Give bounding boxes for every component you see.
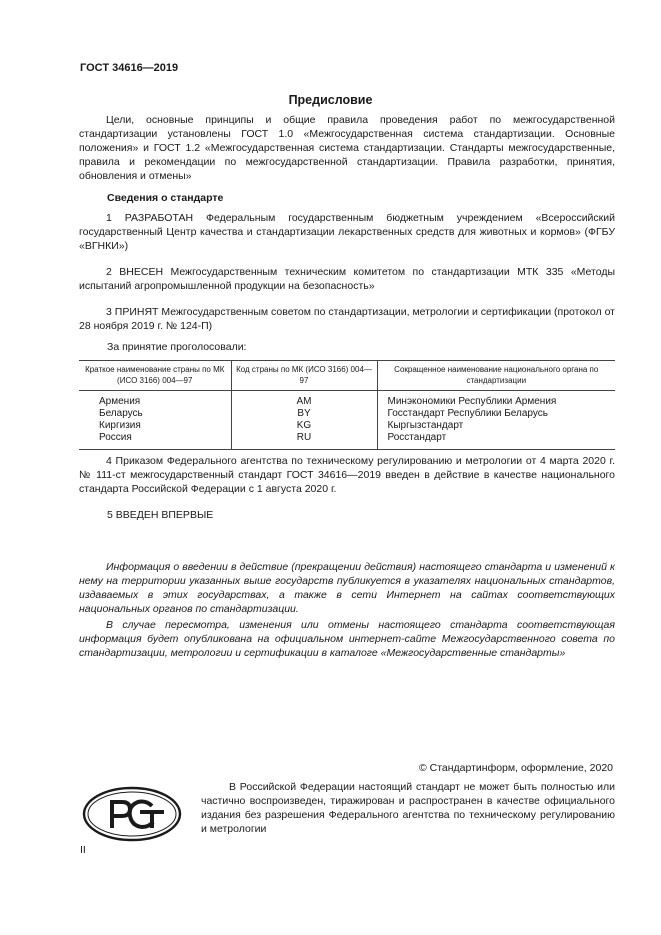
info-heading: Сведения о стандарте (107, 192, 224, 204)
item-2-text: 2 ВНЕСЕН Межгосударственным техническим комитетом по стандартизации МТК 335 «Методы испытаний агропромышленной продукции на безопасность» (79, 266, 615, 292)
item-2 (79, 265, 615, 293)
item-1-text: 1 РАЗРАБОТАН Федеральным государственным бюджетным учреждением «Всероссийский государственный Центр качества и стандартизации лекарственных средств для животных и кормов» (ФГБУ «ВГНКИ») (79, 212, 615, 252)
item-5: 5 ВВЕДЕН ВПЕРВЫЕ (107, 509, 214, 521)
rst-logo (82, 786, 182, 842)
standards-body: Кыргызстандарт (387, 420, 464, 431)
item-4-text: 4 Приказом Федерального агентства по техническому регулированию и метрологии от 4 марта 2020 г. № 111-ст межгосударственный стандарт ГОСТ 34616—2019 введен в действие в качестве национального стандарта Российской Федерации с 1 августа 2020 г. (79, 455, 615, 495)
item-1 (79, 211, 615, 253)
country-name: Киргизия (99, 420, 141, 431)
item-3 (79, 305, 615, 333)
country-name: Армения (99, 396, 141, 407)
country-name: Россия (99, 432, 132, 443)
voted-label: За принятие проголосовали: (107, 341, 247, 353)
country-name: Беларусь (99, 408, 143, 419)
country-code: KG (296, 420, 312, 431)
standards-body: Госстандарт Республики Беларусь (387, 408, 548, 419)
standards-body: Росстандарт (387, 432, 447, 443)
country-code: RU (296, 432, 312, 443)
intro-paragraph (79, 113, 615, 183)
voting-table (79, 360, 615, 450)
info-notice-2 (79, 618, 615, 660)
table-header-body: Сокращенное наименование национального органа по стандартизации (377, 361, 615, 391)
copyright-notice-text: В Российской Федерации настоящий стандарт не может быть полностью или частично воспроизведен, тиражирован и распространен в качестве официального издания без разрешения Федерального агентства по техническому регулированию и метрологии (201, 781, 615, 835)
copyright: © Стандартинформ, оформление, 2020 (418, 762, 613, 774)
country-code: BY (297, 408, 311, 419)
table-header-country: Краткое наименование страны по МК (ИСО 3166) 004—97 (79, 361, 231, 391)
item-3-text: 3 ПРИНЯТ Межгосударственным советом по стандартизации, метрологии и сертификации (протокол от 28 ноября 2019 г. № 124-П) (79, 306, 615, 332)
table-body-row (79, 391, 615, 450)
table-header-code: Код страны по МК (ИСО 3166) 004—97 (231, 361, 377, 391)
page-number: II (80, 844, 86, 856)
info-notice-1 (79, 560, 615, 616)
country-code: AM (296, 396, 312, 407)
info-notice-2-text: В случае пересмотра, изменения или отмены настоящего стандарта соответствующая информация будет опубликована на официальном интернет-сайте Межгосударственного совета по стандартизации, метрологии и сертификации в каталоге «Межгосударственные стандарты» (79, 619, 615, 659)
item-4 (79, 454, 615, 496)
info-notice-1-text: Информация о введении в действие (прекращении действия) настоящего стандарта и изменений к нему на территории указанных выше государств публикуется в указателях национальных стандартов, издаваемых в этих государствах, а также в сети Интернет на сайтах соответствующих национальных органов по стандартизации. (79, 561, 615, 615)
page-title: Предисловие (288, 93, 373, 107)
document-code: ГОСТ 34616—2019 (80, 62, 179, 74)
standards-body: Минэкономики Республики Армения (387, 396, 557, 407)
copyright-notice (201, 780, 615, 836)
intro-text: Цели, основные принципы и общие правила проведения работ по межгосударственной стандартизации установлены ГОСТ 1.0 «Межгосударственная система стандартизации. Основные положения» и ГОСТ 1.2 «Межгосударственная система стандартизации. Стандарты межгосударственные, правила и рекомендации по межгосударственной стандартизации. Правила разработки, принятия, обновления и отмены» (79, 114, 615, 182)
